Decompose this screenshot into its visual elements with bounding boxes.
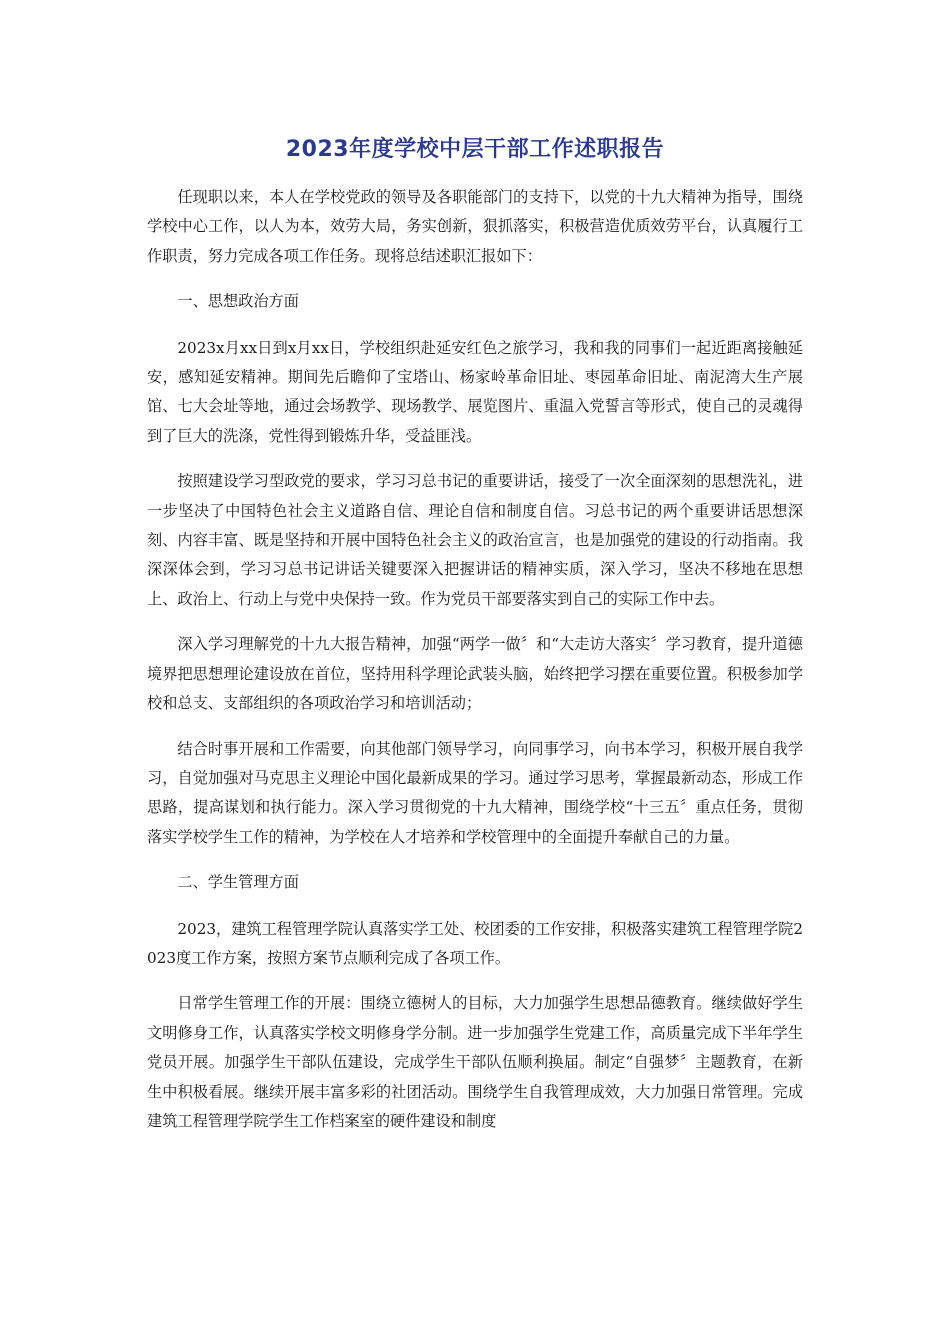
paragraph-self-study: 结合时事开展和工作需要，向其他部门领导学习，向同事学习，向书本学习，积极开展自我学习，自觉加强对马克思主义理论中国化最新成果的学习。通过学习思考，掌握最新动态，形成工作思路，提高谋划和执行能力。深入学习贯彻党的十九大精神，围绕学校“十三五〞重点任务，贯彻落实学校学生工作的精神，为学校在人才培养和学校管理中的全面提升奉献自己的力量。: [147, 739, 803, 846]
paragraph-nineteenth-congress: 深入学习理解党的十九大报告精神，加强“两学一做〞和“大走访大落实〞学习教育，提升道德境界把思想理论建设放在首位，坚持用科学理论武装头脑，始终把学习摆在重要位置。积极参加学校和总支、支部组织的各项政治学习和培训活动；: [147, 635, 803, 713]
document-title: 2023年度学校中层干部工作述职报告: [285, 137, 665, 162]
paragraph-study-speech: 按照建设学习型政党的要求，学习习总书记的重要讲话，接受了一次全面深刻的思想洗礼，进一步坚决了中国特色社会主义道路自信、理论自信和制度自信。习总书记的两个重要讲话思想深刻、内容丰富、既是坚持和开展中国特色社会主义的政治宣言，也是加强党的建设的行动指南。我深深体会到，学习习总书记讲话关键要深入把握讲话的精神实质，深入学习，坚决不移地在思想上、政治上、行动上与党中央保持一致。作为党员干部要落实到自己的实际工作中去。: [147, 472, 803, 608]
section-heading-student-management: 二、学生管理方面: [177, 873, 299, 892]
paragraph-intro: 任现职以来，本人在学校党政的领导及各职能部门的支持下，以党的十九大精神为指导，围绕学校中心工作，以人为本，效劳大局，务实创新，狠抓落实，积极营造优质效劳平台，认真履行工作职责，努力完成各项工作任务。现将总结述职汇报如下：: [147, 188, 803, 265]
paragraph-yanan-trip: 2023x月xx日到x月xx日，学校组织赴延安红色之旅学习，我和我的同事们一起近距离接触延安，感知延安精神。期间先后瞻仰了宝塔山、杨家岭革命旧址、枣园革命旧址、南泥湾大生产展馆、七大会址等地，通过会场教学、现场教学、展览图片、重温入党誓言等形式，使自己的灵魂得到了巨大的洗涤，党性得到锻炼升华，受益匪浅。: [147, 338, 803, 445]
paragraph-college-plan: 2023，建筑工程管理学院认真落实学工处、校团委的工作安排，积极落实建筑工程管理学院2023度工作方案，按照方案节点顺利完成了各项工作。: [147, 919, 803, 967]
document-body: [147, 183, 803, 1152]
paragraph-daily-management: 日常学生管理工作的开展：围绕立德树人的目标，大力加强学生思想品德教育。继续做好学生文明修身工作，认真落实学校文明修身学分制。进一步加强学生党建工作，高质量完成下半年学生党员开展。加强学生干部队伍建设，完成学生干部队伍顺利换届。制定“自强梦〞主题教育，在新生中积极看展。继续开展丰富多彩的社团活动。围绕学生自我管理成效，大力加强日常管理。完成建筑工程管理学院学生工作档案室的硬件建设和制度: [147, 994, 803, 1130]
section-heading-political: 一、思想政治方面: [177, 292, 299, 311]
